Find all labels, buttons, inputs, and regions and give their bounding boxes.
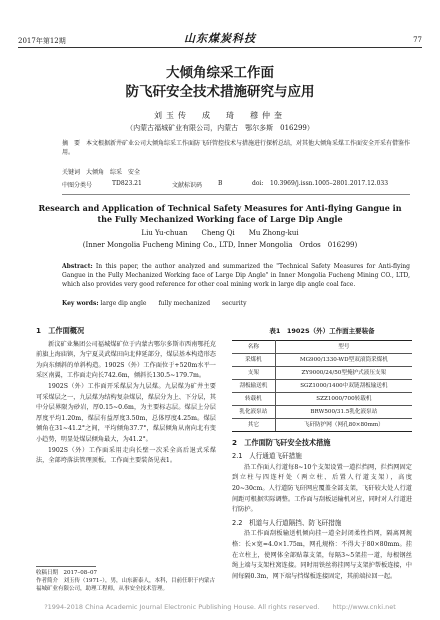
table-cell: ZY9000/24/50型掩护式液压支架 — [275, 366, 412, 379]
table-header-row — [232, 340, 412, 353]
abstract-english-label: Abstract: — [62, 263, 93, 270]
running-header — [18, 30, 422, 46]
footnote-rule — [36, 566, 96, 567]
table-cell: 乳化液泵站 — [232, 405, 275, 418]
equipment-table — [232, 340, 412, 432]
subsection-2-1-heading: 2.1 人行通道飞矸措施 — [232, 452, 302, 461]
doi-label: doi: — [252, 180, 264, 187]
keywords-chinese: 关键词 大倾角 综采 安全 — [62, 169, 141, 176]
section-2-2-paragraph: 沿工作面刮板输送机倾向挂一道全封闭柔性挡网，隔离网规格：长×宽=4.0×1.75m，网孔规格：不得大于80×80mm。挂在立柱上，使网体全部贴靠支架，每隔3~5架挂一道，每根钢丝绳上端与支架柱窝连接。同时用铁丝将挂网与支架护帮板连接，中间每隔0.3m，网下端与挡煤板连接固定，其前端拉回一起。 — [232, 530, 412, 580]
keywords-english — [62, 298, 246, 307]
table-cell: 飞矸防护网（网孔80×80mm） — [275, 418, 412, 431]
title-english: Research and Application of Technical Safety Measures for Anti-flying Gangue in the Fully Mechanized Working face of Large Dip Angle — [38, 203, 402, 224]
table-row — [232, 366, 412, 379]
table-header-cell: 型号 — [275, 340, 412, 353]
abstract-english-text: In this paper, the author analyzed and summarized the "Technical Safety Measures for Anti-flying Gangue in the Fully Mechanized Working face of Large Dip Angle" in Inner Mongolia Fucheng Mining CO., LTD, which also provides very good reference for other coal mining work in large dip angle coal face. — [62, 263, 410, 288]
doc-code: B — [218, 180, 223, 187]
clc-label: 中图分类号 — [62, 182, 93, 189]
section-1-paragraph-1: 新汶矿业集团公司福城煤矿位于内蒙古鄂尔多斯市西南鄂托克前旗上海庙镇，为宁夏灵武煤田向北伸延部分，煤层基本构造形态为向东倾斜的单斜构造。1902S（外）工作面位于+520m水平一采区南翼，工作面走向长742.6m，倾斜长130.5~179.7m。 — [36, 340, 216, 380]
affiliation-english: (Inner Mongolia Fucheng Mining Co., LTD, Inner Mongolia Ordos 016299) — [82, 241, 358, 249]
table-row — [232, 353, 412, 366]
title-line-2: 防飞矸安全技术措施研究与应用 — [125, 84, 315, 100]
affiliation-chinese: （内蒙古福城矿业有限公司，内蒙古 鄂尔多斯 016299） — [126, 124, 314, 132]
section-1-heading: 1 工作面概况 — [36, 326, 85, 335]
issue-label: 2017年第12期 — [18, 37, 66, 45]
table-cell: 支架 — [232, 366, 275, 379]
table-1-caption: 表1 1902S（外）工作面主要装备 — [269, 327, 375, 335]
page-number: 77 — [413, 36, 422, 44]
subsection-2-2-heading: 2.2 机道与人行道隔挡、防飞矸措施 — [232, 518, 342, 527]
footnote: 收稿日期 2017–08–07 作者简介 刘玉传（1971–），男，山东新泰人，本科，目前任职于内蒙古福城矿业有限公司，助理工程师，从事安全技术管理。 — [36, 570, 215, 592]
article-meta — [62, 180, 410, 190]
section-2-heading: 2 工作面防飞矸安全技术措施 — [232, 437, 331, 447]
abstract-chinese: 摘 要 本文根据新井矿业公司大倾角综采工作面防飞矸管控技术与措施进行探析总结，对其他大倾角采煤工作面安全开采有借鉴作用。 — [62, 140, 411, 156]
table-row — [232, 405, 412, 418]
table-row — [232, 379, 412, 392]
authors-english: Liu Yu-chuan Cheng Qi Mu Zhong-kui — [141, 229, 299, 237]
table-cell: 其它 — [232, 418, 275, 431]
right-column — [232, 326, 412, 582]
table-header-cell: 名称 — [232, 340, 275, 353]
table-cell: BRW500/31.5乳化液泵站 — [275, 405, 412, 418]
table-cell: 采煤机 — [232, 353, 275, 366]
section-2-1-paragraph: 沿工作面人行道每8~10个支架设置一道拦挡网，拦挡网固定到立柱与四连杆处（两立柱、后置人行道支架），高度20~30cm。人行道防飞矸网应覆盖全部支架，飞矸较大处人行道间距可根据实际调整。工作面与刮板运输机对应，同时对人行道进行防护。 — [232, 463, 412, 514]
table-cell: MG900/1330-WD型双滚筒采煤机 — [275, 353, 412, 366]
meta-rule — [62, 194, 410, 195]
authors-chinese: 刘玉传 成 琦 穆仲奎 — [154, 111, 286, 120]
clc-code: TD823.21 — [112, 180, 142, 187]
section-1-paragraph-3: 1902S（外）工作面采用走向长壁一次采全高后退式采煤法，全部垮落法管理顶板。工作面主要装备见表1。 — [36, 446, 216, 465]
title-line-1: 大倾角综采工作面 — [166, 65, 274, 81]
section-1-paragraph-2: 1902S（外）工作面开采煤层为九层煤。九层煤为矿井主要可采煤层之一，九层煤为结构复杂煤层，煤层分为上、下分层，其中分层界限为砂岩，厚0.15~0.6m，为主要标志层。煤层上分层厚度平均1.20m，煤层有益厚度3.50m，总体厚度4.25m。煤层倾角在31~41.2°之间，平均倾角37.7°，煤层倾角从南向北有变小趋势，明显处煤层倾角最大，为41.2°。 — [36, 382, 216, 443]
keywords-english-text: large dip angle fully mechanized security — [100, 300, 247, 307]
table-cell: SZZ1000/700转载机 — [275, 392, 412, 405]
table-cell: 刮板输送机 — [232, 379, 275, 392]
keywords-english-label: Key words: — [62, 300, 99, 307]
title-chinese — [0, 64, 440, 102]
header-rule — [18, 47, 422, 48]
table-cell: SGZ1000/1400中双链刮板输送机 — [275, 379, 412, 392]
table-row — [232, 392, 412, 405]
table-row — [232, 418, 412, 431]
doi-value: 10.3969/j.issn.1005–2801.2017.12.033 — [270, 180, 389, 187]
left-column — [36, 326, 216, 467]
table-cell: 转载机 — [232, 392, 275, 405]
abstract-english — [62, 262, 410, 289]
doc-code-label: 文献标识码 — [172, 182, 203, 189]
journal-name: 山东煤炭科技 — [184, 32, 256, 45]
copyright-line: ?1994-2018 China Academic Journal Electronic Publishing House. All rights reserved. http://www.cnki.net — [44, 603, 396, 611]
